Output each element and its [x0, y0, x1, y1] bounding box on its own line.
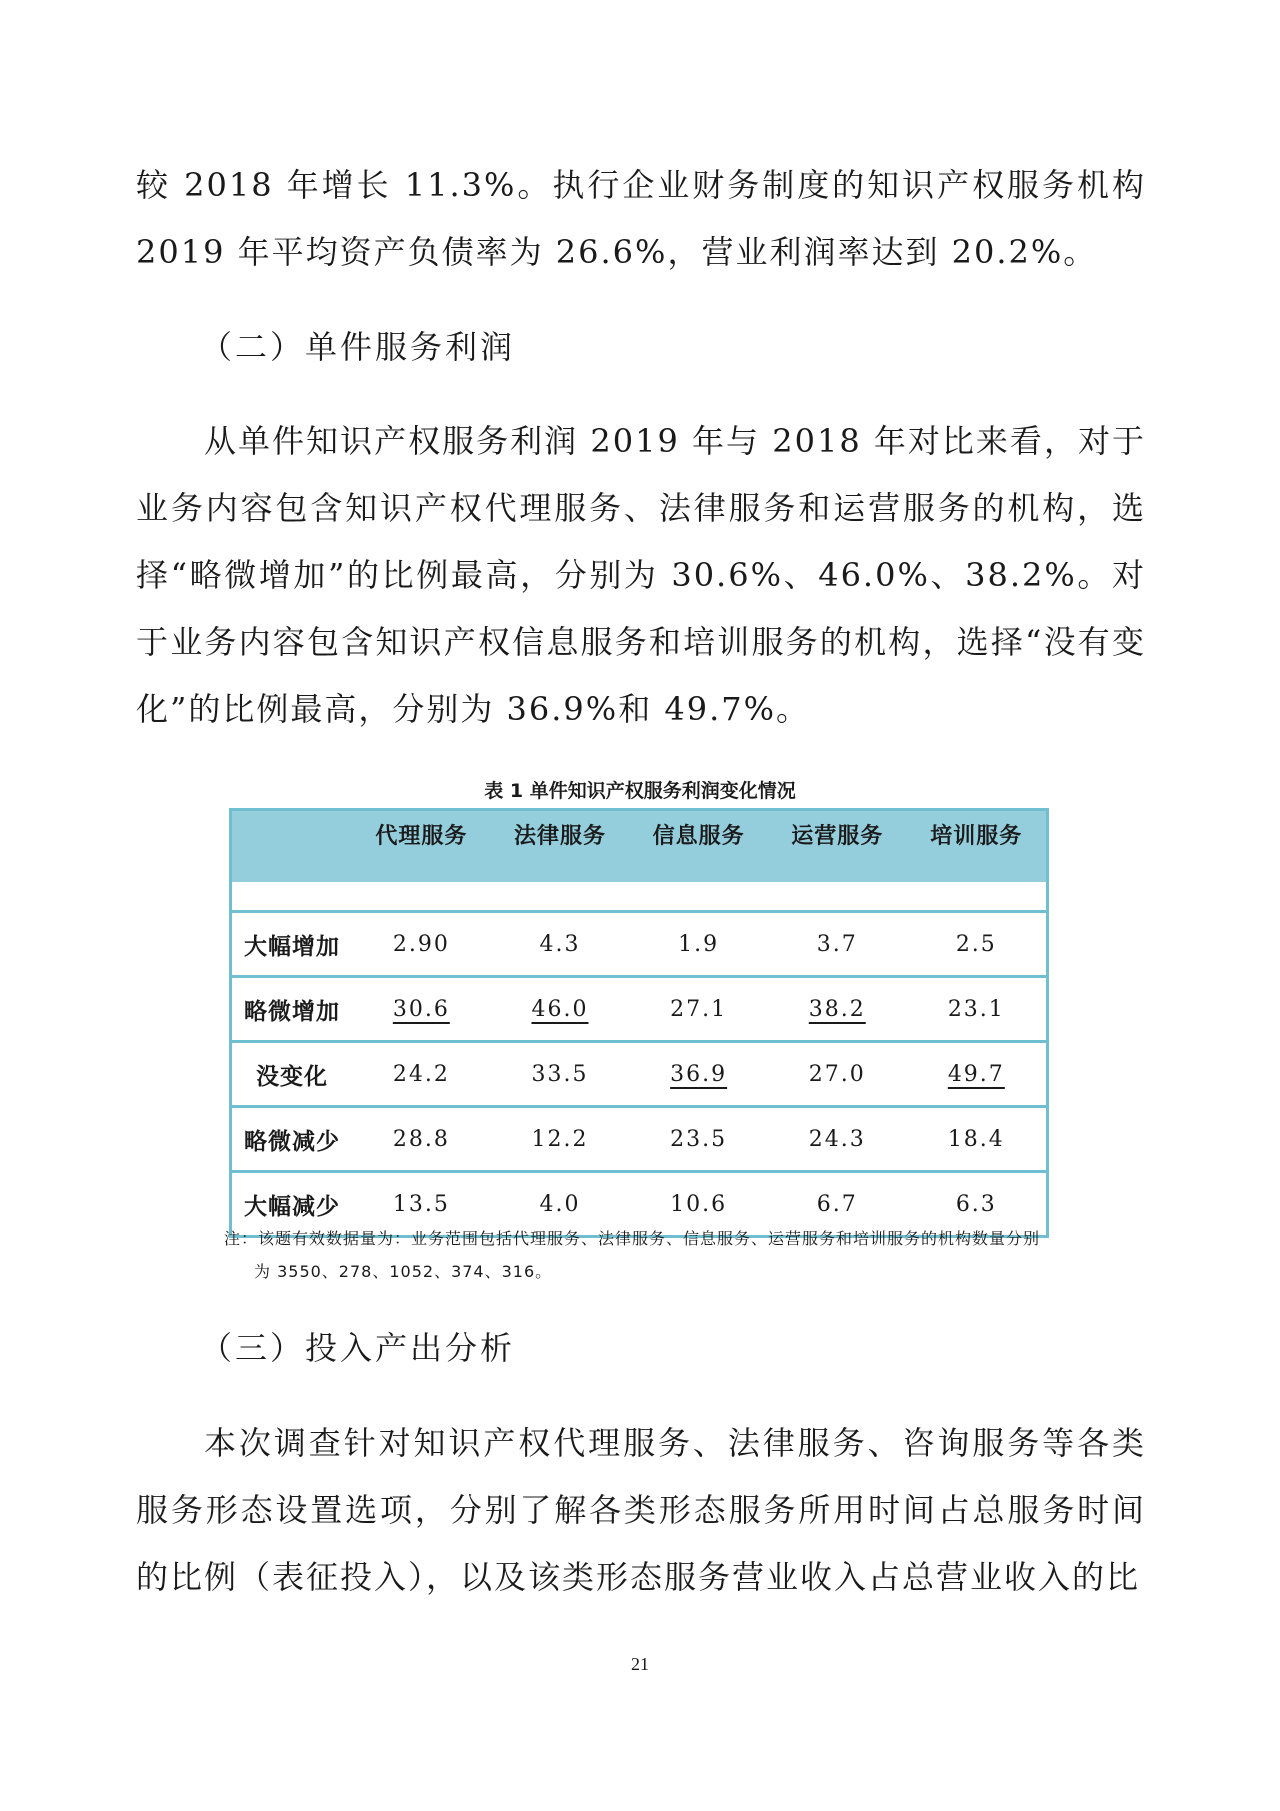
table-cell: 13.5 — [392, 1191, 450, 1217]
table-cell: 10.6 — [670, 1191, 728, 1217]
paragraph-3: 本次调查针对知识产权代理服务、法律服务、咨询服务等各类服务形态设置选项，分别了解各类形态服务所用时间占总服务时间的比例（表征投入），以及该类形态服务营业收入占总营业收入的比 — [136, 1424, 1146, 1596]
column-header: 法律服务 — [491, 810, 630, 883]
table-cell: 3.7 — [768, 912, 907, 977]
table-row — [231, 1042, 1048, 1107]
table-corner-cell — [231, 810, 353, 883]
table-note — [224, 1222, 1144, 1288]
row-label: 大幅增加 — [231, 912, 353, 977]
table-cell — [907, 1042, 1048, 1107]
table-cell: 4.0 — [539, 1191, 581, 1217]
row-label: 略微增加 — [231, 977, 353, 1042]
section-heading-3: （三）投入产出分析 — [200, 1329, 516, 1367]
table-cell: 18.4 — [907, 1107, 1048, 1172]
table-cell: 12.2 — [491, 1107, 630, 1172]
table-cell: 2.5 — [907, 912, 1048, 977]
table-cell — [768, 977, 907, 1042]
row-label: 没变化 — [231, 1042, 353, 1107]
table-cell — [629, 1042, 768, 1107]
table-cell: 24.3 — [768, 1107, 907, 1172]
section-heading-2: （二）单件服务利润 — [200, 328, 516, 366]
table-cell: 24.2 — [352, 1042, 491, 1107]
table-cell: 6.7 — [816, 1191, 858, 1217]
row-label: 大幅减少 — [244, 1193, 340, 1220]
table-cell — [491, 977, 630, 1042]
table-cell: 27.0 — [768, 1042, 907, 1107]
table-row — [231, 1107, 1048, 1172]
table-cell: 28.8 — [352, 1107, 491, 1172]
table-cell: 27.1 — [629, 977, 768, 1042]
table-cell: 2.90 — [352, 912, 491, 977]
profit-change-table — [229, 808, 1049, 1238]
column-header: 运营服务 — [768, 810, 907, 883]
table-cell — [352, 977, 491, 1042]
highlighted-value: 30.6 — [392, 996, 450, 1022]
table-row — [231, 977, 1048, 1042]
table-cell: 33.5 — [491, 1042, 630, 1107]
highlighted-value: 46.0 — [531, 996, 589, 1022]
column-header: 培训服务 — [907, 810, 1048, 883]
column-header: 信息服务 — [629, 810, 768, 883]
table-header-spacer — [231, 882, 1048, 912]
page-number: 21 — [631, 1654, 649, 1674]
paragraph-1: 较 2018 年增长 11.3%。执行企业财务制度的知识产权服务机构 2019 年平均资产负债率为 26.6%，营业利润率达到 20.2%。 — [136, 166, 1146, 271]
paragraph-2: 从单件知识产权服务利润 2019 年与 2018 年对比来看，对于业务内容包含知识产权代理服务、法律服务和运营服务的机构，选择“略微增加”的比例最高，分别为 30.6%、46.0%、38.2%。对于业务内容包含知识产权信息服务和培训服务的机构，选择“没有变化”的比例最高，分别为 36.9%和 49.7%。 — [136, 422, 1146, 728]
table-note-line-1: 注：该题有效数据量为：业务范围包括代理服务、法律服务、信息服务、运营服务和培训服务的机构数量分别 — [224, 1229, 1041, 1248]
table-row — [231, 912, 1048, 977]
table-cell: 23.1 — [907, 977, 1048, 1042]
table-header-row — [231, 810, 1048, 883]
highlighted-value: 49.7 — [947, 1061, 1005, 1087]
table-cell: 4.3 — [491, 912, 630, 977]
highlighted-value: 36.9 — [670, 1061, 728, 1087]
table-cell: 6.3 — [955, 1191, 997, 1217]
column-header: 代理服务 — [352, 810, 491, 883]
table-caption: 表 1 单件知识产权服务利润变化情况 — [484, 780, 796, 802]
table-cell: 23.5 — [629, 1107, 768, 1172]
row-label: 略微减少 — [231, 1107, 353, 1172]
table-note-line-2: 为 3550、278、1052、374、316。 — [254, 1262, 553, 1281]
table-cell: 1.9 — [629, 912, 768, 977]
highlighted-value: 38.2 — [808, 996, 866, 1022]
